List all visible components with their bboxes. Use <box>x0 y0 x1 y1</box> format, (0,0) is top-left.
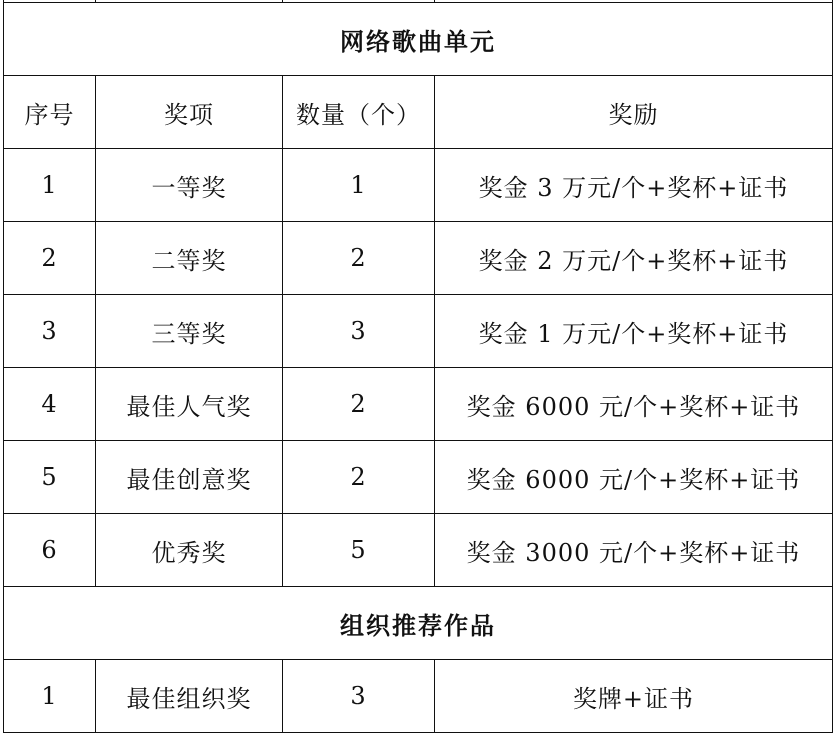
cell-count: 2 <box>283 222 435 295</box>
section-title: 网络歌曲单元 <box>4 3 833 76</box>
header-count: 数量（个） <box>283 76 435 149</box>
header-award: 奖项 <box>96 76 283 149</box>
table-row <box>4 441 833 514</box>
cell-count: 2 <box>283 441 435 514</box>
cell-index: 1 <box>4 149 96 222</box>
cell-award: 一等奖 <box>96 149 283 222</box>
award-table <box>3 0 833 733</box>
header-index: 序号 <box>4 76 96 149</box>
cell-award: 二等奖 <box>96 222 283 295</box>
cell-award: 最佳人气奖 <box>96 368 283 441</box>
cell-count: 3 <box>283 660 435 733</box>
cell-count: 2 <box>283 368 435 441</box>
cell-prize: 奖金 6000 元/个+奖杯+证书 <box>435 441 833 514</box>
cell-index: 1 <box>4 660 96 733</box>
cell-prize: 奖牌+证书 <box>435 660 833 733</box>
cell-prize: 奖金 6000 元/个+奖杯+证书 <box>435 368 833 441</box>
cell-index: 2 <box>4 222 96 295</box>
cell-index: 6 <box>4 514 96 587</box>
section-title-row <box>4 3 833 76</box>
cell-count: 3 <box>283 295 435 368</box>
cell-award: 最佳创意奖 <box>96 441 283 514</box>
table-header-row <box>4 76 833 149</box>
cell-index: 3 <box>4 295 96 368</box>
table-row <box>4 222 833 295</box>
section-title-row <box>4 587 833 660</box>
cell-prize: 奖金 2 万元/个+奖杯+证书 <box>435 222 833 295</box>
cell-prize: 奖金 3000 元/个+奖杯+证书 <box>435 514 833 587</box>
table-row <box>4 149 833 222</box>
table-row <box>4 368 833 441</box>
table-row <box>4 660 833 733</box>
cell-award: 最佳组织奖 <box>96 660 283 733</box>
cell-count: 1 <box>283 149 435 222</box>
cell-award: 三等奖 <box>96 295 283 368</box>
table-row <box>4 514 833 587</box>
cell-count: 5 <box>283 514 435 587</box>
cell-index: 4 <box>4 368 96 441</box>
header-prize: 奖励 <box>435 76 833 149</box>
cell-award: 优秀奖 <box>96 514 283 587</box>
cell-prize: 奖金 1 万元/个+奖杯+证书 <box>435 295 833 368</box>
cell-index: 5 <box>4 441 96 514</box>
table-row <box>4 295 833 368</box>
section-title: 组织推荐作品 <box>4 587 833 660</box>
cell-prize: 奖金 3 万元/个+奖杯+证书 <box>435 149 833 222</box>
